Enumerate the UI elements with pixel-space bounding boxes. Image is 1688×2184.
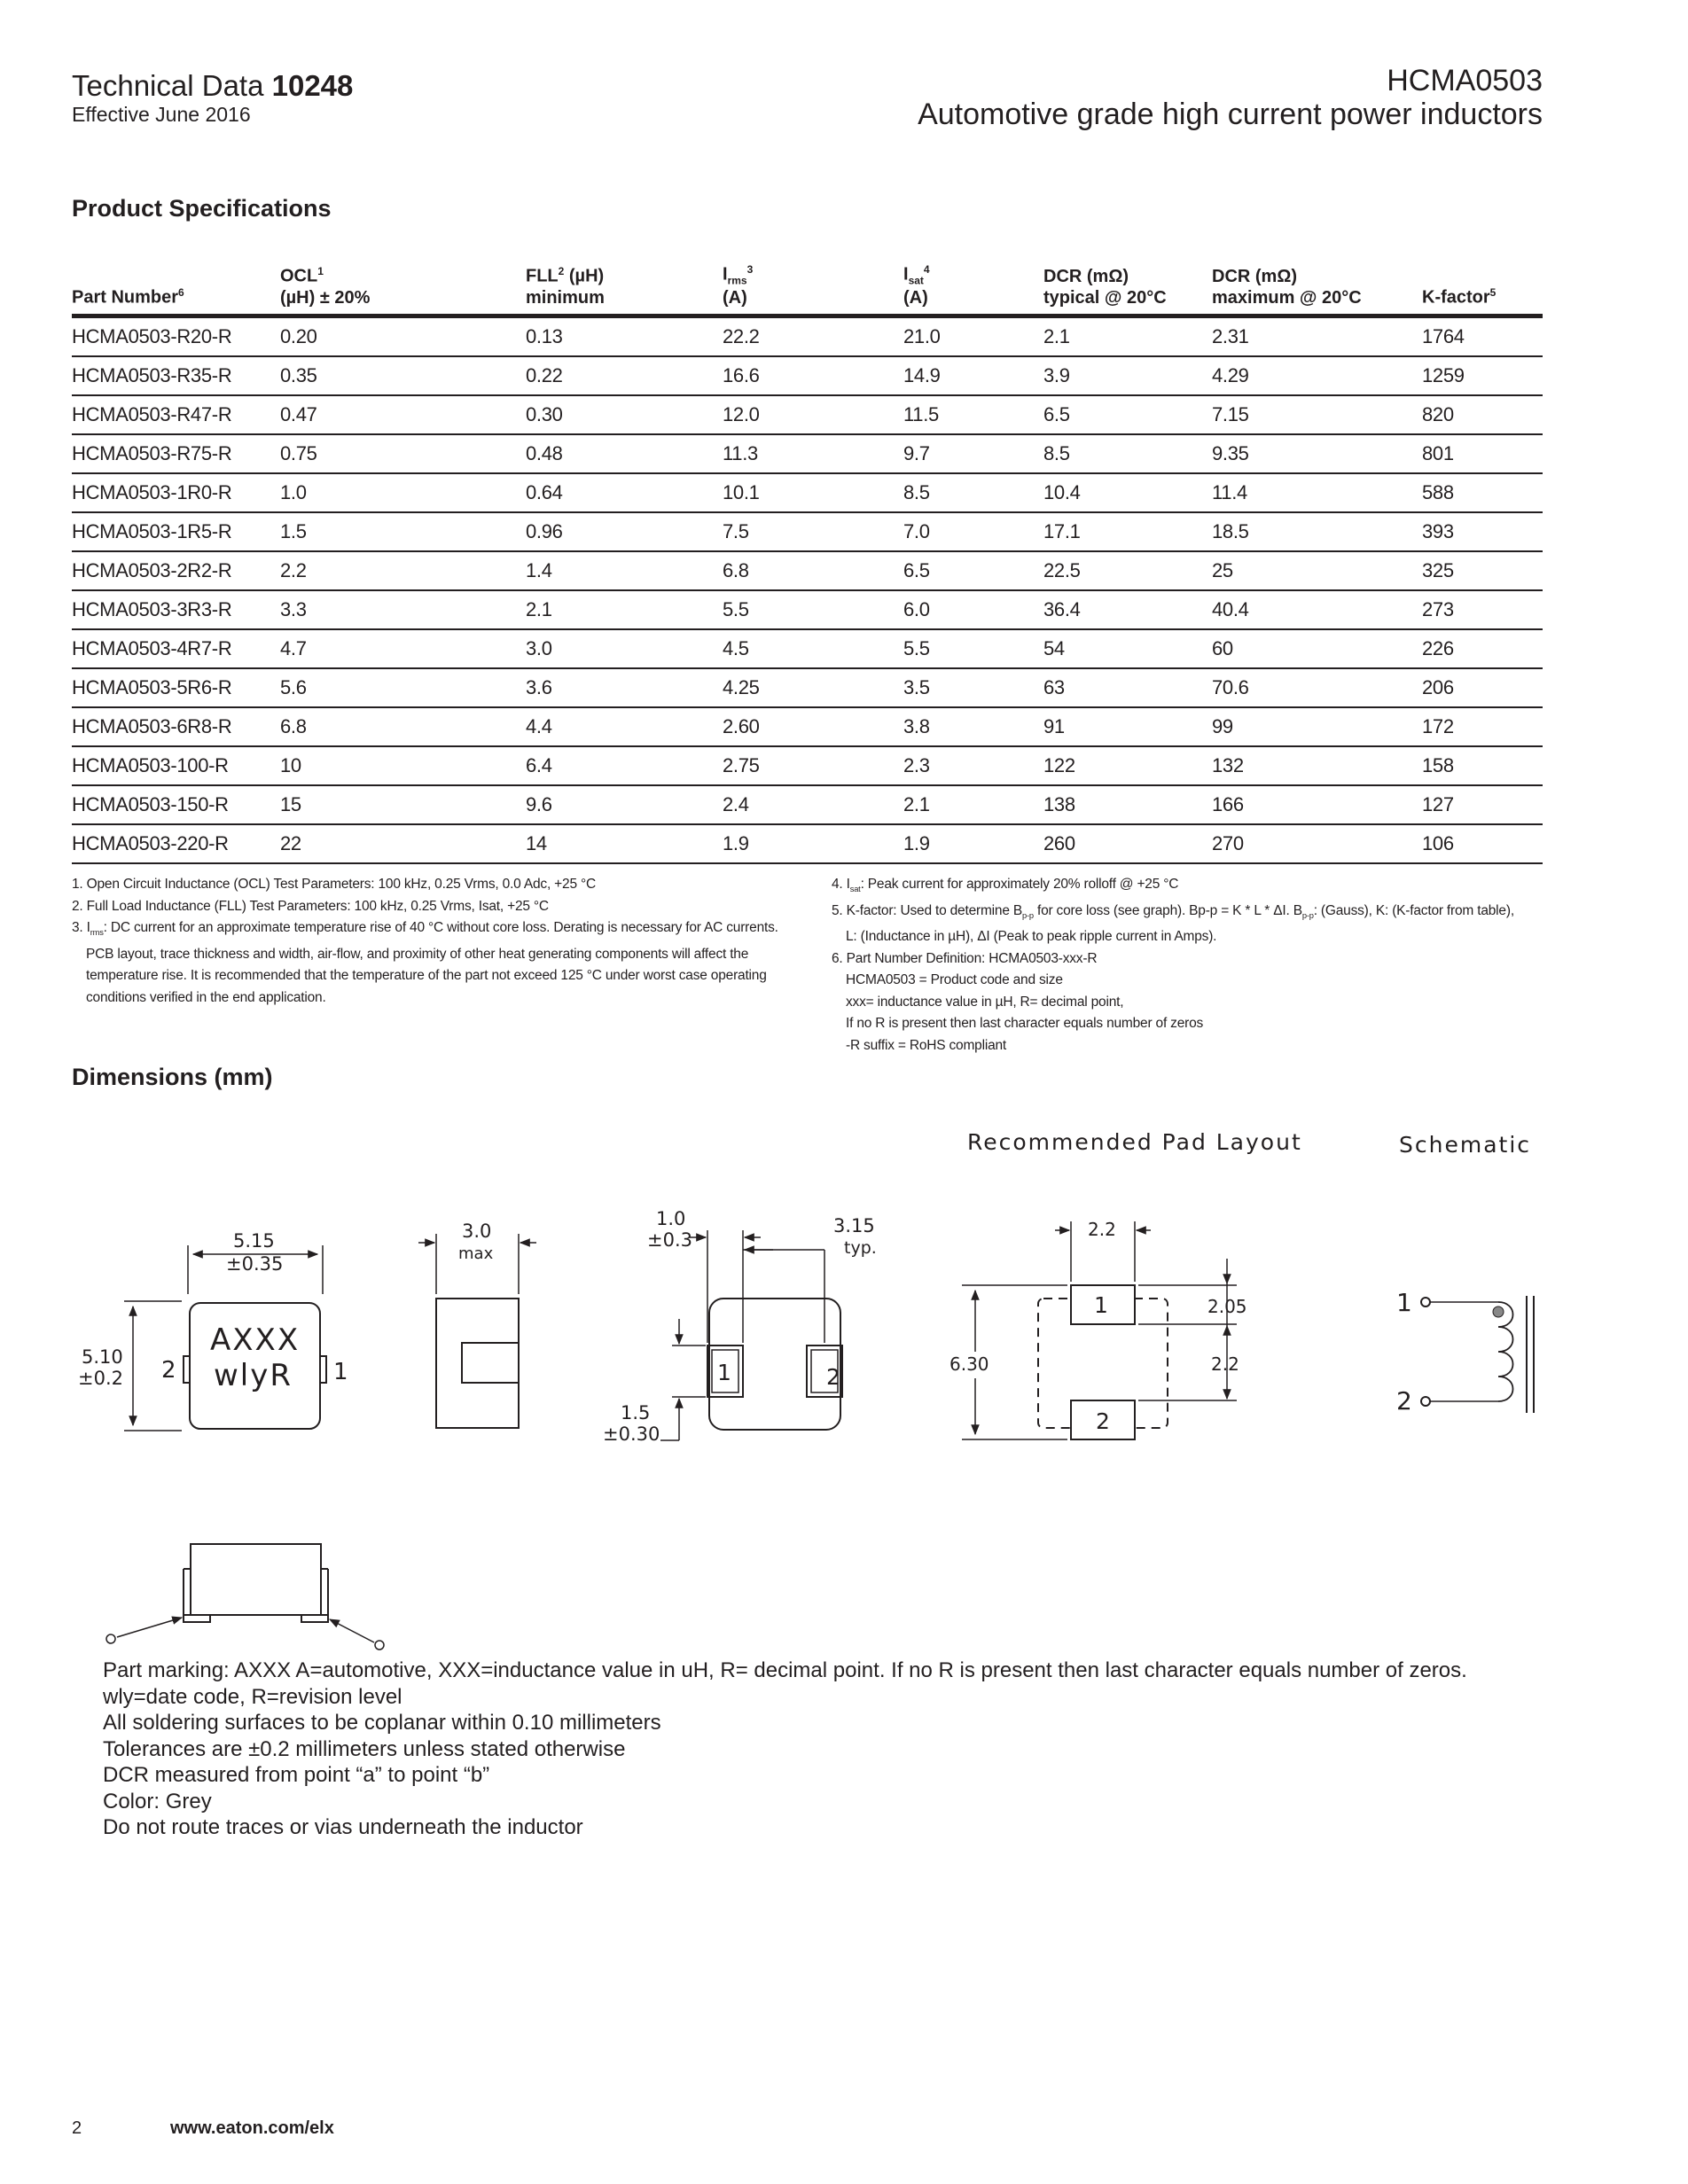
profile-view-drawing xyxy=(106,1544,384,1650)
table-cell: HCMA0503-R75-R xyxy=(72,434,280,473)
table-cell: 270 xyxy=(1212,824,1422,863)
table-cell: 1764 xyxy=(1422,316,1543,357)
note-tolerances: Tolerances are ±0.2 millimeters unless stated otherwise xyxy=(103,1736,626,1761)
footnote-4: 4. $I_{sat}$: Peak current for approximately 20% rolloff @ +25 °C xyxy=(832,877,1179,894)
col-fll: FLL$^2$ (µH) minimum xyxy=(526,263,723,316)
table-cell: 5.5 xyxy=(903,629,1043,668)
table-cell: 40.4 xyxy=(1212,590,1422,629)
footnote-5-cont: L: (Inductance in µH), ΔI (Peak to peak ripple current in Amps). xyxy=(846,929,1217,945)
table-cell: HCMA0503-6R8-R xyxy=(72,707,280,746)
col-k-factor: K-factor$^5$ xyxy=(1422,263,1543,316)
pad-layout-drawing xyxy=(950,1219,1247,1439)
table-cell: 3.5 xyxy=(903,668,1043,707)
table-cell: 21.0 xyxy=(903,316,1043,357)
table-cell: 2.2 xyxy=(280,551,526,590)
table-cell: 325 xyxy=(1422,551,1543,590)
table-cell: HCMA0503-2R2-R xyxy=(72,551,280,590)
bottom-view-term-height: 1.5 xyxy=(621,1402,651,1424)
schematic-pin-2: 2 xyxy=(1396,1386,1412,1416)
table-cell: 2.4 xyxy=(723,785,903,824)
pad-overall: 6.30 xyxy=(950,1353,989,1375)
table-cell: 260 xyxy=(1043,824,1212,863)
note-date-code: wly=date code, R=revision level xyxy=(103,1684,402,1709)
table-cell: 0.96 xyxy=(526,512,723,551)
footnote-3-cont-2: temperature rise. It is recommended that the temperature of the part not exceed 125 °C under worst case operating xyxy=(86,968,767,984)
table-cell: 14 xyxy=(526,824,723,863)
table-cell: HCMA0503-1R0-R xyxy=(72,473,280,512)
col-irms: $I_{rms}^3$ (A) xyxy=(723,263,903,316)
top-view-drawing xyxy=(78,1230,348,1431)
marking-line-1: AXXX xyxy=(210,1322,301,1358)
pad-2-label: 2 xyxy=(1096,1408,1110,1434)
footnote-5: 5. K-factor: Used to determine $B_{p-p}$ for core loss (see graph). Bp-p = K * L * ΔI. $B_{p-p}$: (Gauss), K: (K-factor from table), xyxy=(832,902,1514,920)
table-cell: 2.1 xyxy=(1043,316,1212,357)
table-cell: 6.5 xyxy=(903,551,1043,590)
table-cell: 18.5 xyxy=(1212,512,1422,551)
pad-height: 2.05 xyxy=(1207,1296,1247,1317)
col-dcr-typ: DCR (mΩ) typical @ 20°C xyxy=(1043,263,1212,316)
bottom-view-term-width: 1.0 xyxy=(656,1208,686,1229)
top-view-terminal-left xyxy=(184,1356,190,1383)
top-view-width: 5.15 xyxy=(233,1230,275,1252)
table-cell: 0.75 xyxy=(280,434,526,473)
bottom-view-term-height-tol: ±0.30 xyxy=(603,1424,660,1445)
footnote-6-cont-4: -R suffix = RoHS compliant xyxy=(846,1037,1007,1053)
table-cell: 16.6 xyxy=(723,356,903,395)
table-cell: 7.15 xyxy=(1212,395,1422,434)
page-number: 2 xyxy=(72,2118,82,2138)
table-cell: 9.7 xyxy=(903,434,1043,473)
table-cell: 7.0 xyxy=(903,512,1043,551)
table-cell: 226 xyxy=(1422,629,1543,668)
table-cell: 820 xyxy=(1422,395,1543,434)
top-view-width-tol: ±0.35 xyxy=(226,1253,284,1275)
table-cell: 2.1 xyxy=(526,590,723,629)
note-part-marking: Part marking: AXXX A=automotive, XXX=inductance value in uH, R= decimal point. If no R is present then last character equals number of zeros. xyxy=(103,1658,1467,1682)
table-cell: 206 xyxy=(1422,668,1543,707)
table-cell: HCMA0503-R20-R xyxy=(72,316,280,357)
table-cell: 15 xyxy=(280,785,526,824)
pad-width: 2.2 xyxy=(1088,1219,1116,1240)
table-cell: 6.8 xyxy=(280,707,526,746)
top-view-pin-1: 1 xyxy=(333,1359,348,1385)
table-cell: 1.0 xyxy=(280,473,526,512)
col-isat: $I_{sat}^4$ (A) xyxy=(903,263,1043,316)
table-cell: 4.7 xyxy=(280,629,526,668)
table-cell: 11.4 xyxy=(1212,473,1422,512)
table-cell: 106 xyxy=(1422,824,1543,863)
table-cell: 9.35 xyxy=(1212,434,1422,473)
table-cell: 1.4 xyxy=(526,551,723,590)
point-b xyxy=(375,1641,384,1650)
table-cell: 0.20 xyxy=(280,316,526,357)
table-cell: HCMA0503-3R3-R xyxy=(72,590,280,629)
bottom-view-pin-2: 2 xyxy=(826,1364,840,1390)
table-cell: HCMA0503-4R7-R xyxy=(72,629,280,668)
table-cell: 0.48 xyxy=(526,434,723,473)
side-view-drawing xyxy=(418,1221,536,1428)
product-subtitle: Automotive grade high current power inductors xyxy=(918,98,1543,131)
side-view-thickness-note: max xyxy=(458,1244,494,1263)
table-cell: 1.9 xyxy=(903,824,1043,863)
pad-layout-label: Recommended Pad Layout xyxy=(967,1129,1302,1155)
table-cell: 166 xyxy=(1212,785,1422,824)
table-cell: 2.1 xyxy=(903,785,1043,824)
footer-link[interactable]: www.eaton.com/elx xyxy=(170,2118,334,2138)
table-cell: 11.5 xyxy=(903,395,1043,434)
pad-gap: 2.2 xyxy=(1211,1353,1239,1375)
table-cell: HCMA0503-R35-R xyxy=(72,356,280,395)
table-cell: 5.6 xyxy=(280,668,526,707)
footnote-6-cont-3: If no R is present then last character equals number of zeros xyxy=(846,1016,1204,1032)
effective-date: Effective June 2016 xyxy=(72,103,251,126)
table-cell: HCMA0503-1R5-R xyxy=(72,512,280,551)
side-view-body xyxy=(436,1299,519,1428)
bottom-view-drawing xyxy=(603,1208,877,1445)
table-cell: 14.9 xyxy=(903,356,1043,395)
table-cell: 11.3 xyxy=(723,434,903,473)
top-view-pin-2: 2 xyxy=(161,1357,176,1384)
table-cell: HCMA0503-R47-R xyxy=(72,395,280,434)
table-cell: 63 xyxy=(1043,668,1212,707)
table-cell: 3.3 xyxy=(280,590,526,629)
table-cell: 7.5 xyxy=(723,512,903,551)
table-cell: 0.64 xyxy=(526,473,723,512)
table-cell: 3.0 xyxy=(526,629,723,668)
top-view-height: 5.10 xyxy=(82,1346,123,1368)
table-cell: 22.2 xyxy=(723,316,903,357)
table-cell: HCMA0503-5R6-R xyxy=(72,668,280,707)
table-cell: 91 xyxy=(1043,707,1212,746)
note-dcr: DCR measured from point “a” to point “b” xyxy=(103,1763,490,1787)
col-dcr-max: DCR (mΩ) maximum @ 20°C xyxy=(1212,263,1422,316)
table-cell: 2.75 xyxy=(723,746,903,785)
side-view-thickness: 3.0 xyxy=(462,1221,492,1242)
table-cell: 6.8 xyxy=(723,551,903,590)
footnote-6-cont-2: xxx= inductance value in µH, R= decimal point, xyxy=(846,994,1124,1010)
table-cell: 6.5 xyxy=(1043,395,1212,434)
table-cell: 273 xyxy=(1422,590,1543,629)
table-cell: 1.5 xyxy=(280,512,526,551)
table-cell: 138 xyxy=(1043,785,1212,824)
bottom-view-term-width-tol: ±0.3 xyxy=(647,1229,692,1251)
table-cell: 10 xyxy=(280,746,526,785)
table-cell: 1.9 xyxy=(723,824,903,863)
footnote-3-cont-1: PCB layout, trace thickness and width, air-flow, and proximity of other heat generating components will affect the xyxy=(86,946,749,962)
table-cell: 9.6 xyxy=(526,785,723,824)
note-routing: Do not route traces or vias underneath the inductor xyxy=(103,1815,583,1839)
doc-type-label: Technical Data xyxy=(72,69,264,102)
table-cell: 6.0 xyxy=(903,590,1043,629)
table-cell: 0.30 xyxy=(526,395,723,434)
table-cell: 3.9 xyxy=(1043,356,1212,395)
table-cell: 6.4 xyxy=(526,746,723,785)
table-cell: 4.25 xyxy=(723,668,903,707)
table-cell: 127 xyxy=(1422,785,1543,824)
footnote-1: 1. Open Circuit Inductance (OCL) Test Parameters: 100 kHz, 0.25 Vrms, 0.0 Adc, +25 °C xyxy=(72,877,596,892)
note-coplanarity: All soldering surfaces to be coplanar within 0.10 millimeters xyxy=(103,1711,661,1735)
table-cell: 10.4 xyxy=(1043,473,1212,512)
table-cell: 5.5 xyxy=(723,590,903,629)
col-part-number: Part Number$^6$ xyxy=(72,263,280,316)
table-cell: 1259 xyxy=(1422,356,1543,395)
table-cell: 2.3 xyxy=(903,746,1043,785)
table-cell: 2.60 xyxy=(723,707,903,746)
table-cell: 70.6 xyxy=(1212,668,1422,707)
note-color: Color: Grey xyxy=(103,1789,212,1814)
profile-term-right xyxy=(301,1615,328,1622)
pad-1-label: 1 xyxy=(1094,1292,1108,1318)
side-view-terminal xyxy=(462,1343,519,1383)
footnote-6-cont-1: HCMA0503 = Product code and size xyxy=(846,972,1063,988)
bottom-view-term-span-note: typ. xyxy=(844,1238,877,1258)
table-cell: 393 xyxy=(1422,512,1543,551)
table-cell: 12.0 xyxy=(723,395,903,434)
doc-number: 10248 xyxy=(271,69,354,102)
footnote-2: 2. Full Load Inductance (FLL) Test Parameters: 100 kHz, 0.25 Vrms, Isat, +25 °C xyxy=(72,898,549,914)
table-cell: 54 xyxy=(1043,629,1212,668)
table-cell: 132 xyxy=(1212,746,1422,785)
polarity-dot xyxy=(1493,1306,1504,1317)
table-cell: 0.22 xyxy=(526,356,723,395)
table-cell: HCMA0503-100-R xyxy=(72,746,280,785)
table-cell: 0.47 xyxy=(280,395,526,434)
table-cell: HCMA0503-150-R xyxy=(72,785,280,824)
product-code: HCMA0503 xyxy=(1387,64,1543,98)
table-cell: 17.1 xyxy=(1043,512,1212,551)
table-cell: 4.4 xyxy=(526,707,723,746)
table-cell: 0.35 xyxy=(280,356,526,395)
col-ocl: OCL$^1$ (µH) ± 20% xyxy=(280,263,526,316)
dimensions-title: Dimensions (mm) xyxy=(72,1064,273,1090)
table-cell: 22.5 xyxy=(1043,551,1212,590)
bottom-view-term-span: 3.15 xyxy=(833,1215,875,1236)
table-cell: 60 xyxy=(1212,629,1422,668)
top-view-height-tol: ±0.2 xyxy=(78,1368,123,1389)
table-cell: 22 xyxy=(280,824,526,863)
table-cell: 0.13 xyxy=(526,316,723,357)
footnote-3-cont-3: conditions verified in the end application. xyxy=(86,989,326,1005)
table-cell: 4.29 xyxy=(1212,356,1422,395)
table-cell: 25 xyxy=(1212,551,1422,590)
table-cell: 801 xyxy=(1422,434,1543,473)
table-cell: 8.5 xyxy=(1043,434,1212,473)
bottom-view-pin-1: 1 xyxy=(717,1360,731,1385)
footnote-3: 3. $I_{rms}$: DC current for an approximate temperature rise of 40 °C without core loss. Derating is necessary for AC currents. xyxy=(72,920,778,938)
schematic-label: Schematic xyxy=(1399,1132,1532,1158)
table-cell: 36.4 xyxy=(1043,590,1212,629)
profile-body xyxy=(191,1544,321,1615)
footnote-6: 6. Part Number Definition: HCMA0503-xxx-R xyxy=(832,950,1098,966)
table-cell: 172 xyxy=(1422,707,1543,746)
top-view-terminal-right xyxy=(320,1356,326,1383)
table-cell: 3.8 xyxy=(903,707,1043,746)
schematic-drawing xyxy=(1396,1288,1534,1416)
table-cell: 122 xyxy=(1043,746,1212,785)
table-cell: 4.5 xyxy=(723,629,903,668)
marking-line-2: wlyR xyxy=(214,1358,293,1393)
table-cell: HCMA0503-220-R xyxy=(72,824,280,863)
point-a xyxy=(106,1634,115,1643)
profile-term-left xyxy=(184,1615,210,1622)
table-cell: 158 xyxy=(1422,746,1543,785)
specs-title: Product Specifications xyxy=(72,195,332,222)
table-cell: 8.5 xyxy=(903,473,1043,512)
table-cell: 10.1 xyxy=(723,473,903,512)
table-cell: 2.31 xyxy=(1212,316,1422,357)
table-cell: 99 xyxy=(1212,707,1422,746)
drawing-notes xyxy=(103,1658,1467,1841)
table-cell: 588 xyxy=(1422,473,1543,512)
table-cell: 3.6 xyxy=(526,668,723,707)
schematic-pin-1: 1 xyxy=(1396,1288,1412,1317)
